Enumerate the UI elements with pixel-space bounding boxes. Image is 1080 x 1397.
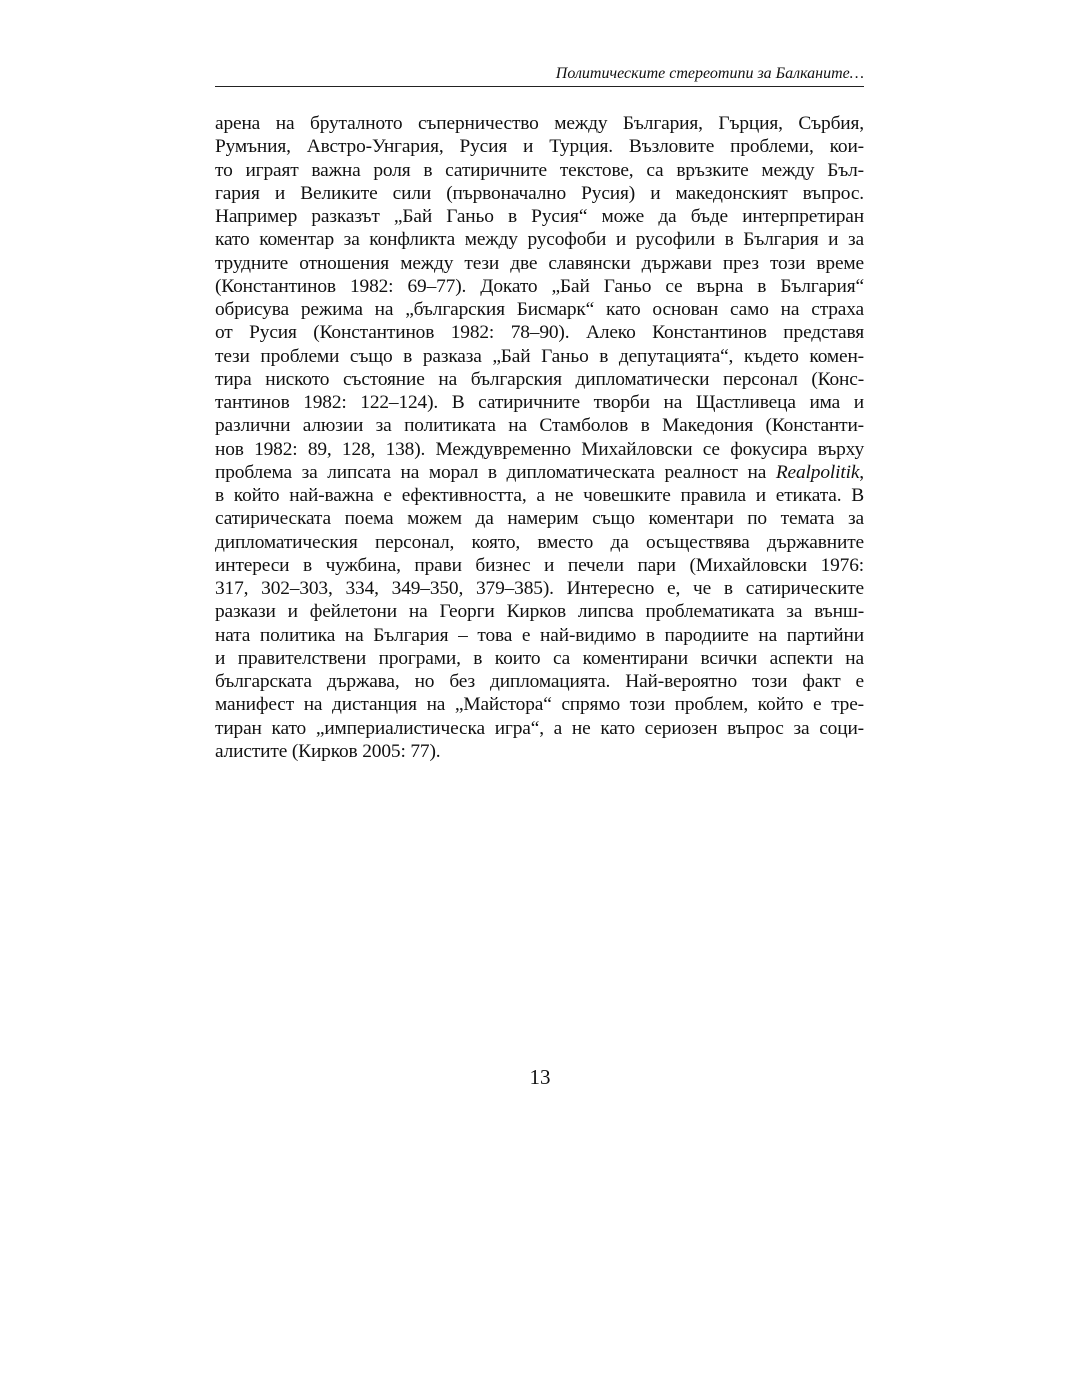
italic-term: Realpolitik: [775, 461, 860, 483]
text-line: и правителствени програми, в които са коментирани всички аспекти на: [215, 647, 864, 669]
text-line: обрисува режима на „българския Бисмарк“ като основан само на страха: [215, 299, 864, 320]
text-line-with-italic: [215, 461, 864, 484]
text-line: тези проблеми също в разказа „Бай Ганьо в депутацията“, където комен-: [215, 345, 864, 367]
text-line: (Константинов 1982: 69–77). Докато „Бай Ганьо се върна в България“: [215, 275, 864, 297]
text-line: гария и Великите сили (първоначално Русия) и македонският въпрос.: [215, 182, 864, 204]
text-line: то играят важна роля в сатиричните текстове, са връзките между Бъл-: [215, 159, 864, 181]
text-line: различни алюзии за политиката на Стамболов в Македония (Константи-: [215, 415, 864, 437]
text-line: Румъния, Австро-Унгария, Русия и Турция. Възловите проблеми, кои-: [215, 136, 864, 158]
text-line: тиран като „империалистическа игра“, а не като сериозен въпрос за соци-: [215, 717, 864, 739]
text-line: тира ниското състояние на българския дипломатически персонал (Конс-: [215, 368, 864, 390]
text-line: в който най-важна е ефективността, а не човешките правила и етиката. В: [215, 485, 864, 506]
text-segment: проблема за липсата на морал в дипломатическата реалност на: [215, 461, 776, 483]
text-line-last: алистите (Кирков 2005: 77).: [215, 740, 441, 762]
text-line: интереси в чужбина, прави бизнес и печели пари (Михайловски 1976:: [215, 554, 864, 576]
text-line: Например разказът „Бай Ганьо в Русия“ може да бъде интерпретиран: [215, 206, 864, 227]
text-line: разкази и фейлетони на Георги Кирков липсва проблематиката за външ-: [215, 601, 864, 623]
text-line: дипломатическия персонал, която, вместо да осъществява държавните: [215, 531, 864, 553]
text-line: тантинов 1982: 122–124). В сатиричните творби на Щастливеца има и: [215, 392, 864, 413]
running-header: [215, 62, 864, 87]
text-line: българската държава, но без дипломацията. Най-вероятно този факт е: [215, 671, 864, 692]
body-paragraph: [215, 112, 864, 763]
text-line: ната политика на България – това е най-видимо в пародиите на партийни: [215, 624, 864, 646]
text-line: арена на бруталното съперничество между България, Гърция, Сърбия,: [215, 113, 864, 134]
text-line: манифест на дистанция на „Майстора“ спрямо този проблем, който е тре-: [215, 694, 864, 716]
text-line: като коментар за конфликта между русофоби и русофили в България и за: [215, 229, 864, 251]
page-number: 13: [529, 1065, 551, 1089]
text-line: трудните отношения между тези две славянски държави през този време: [215, 252, 864, 274]
text-line: нов 1982: 89, 128, 138). Междувременно Михайловски се фокусира върху: [215, 438, 864, 460]
running-header-title: Политическите стереотипи за Балканите…: [555, 65, 864, 82]
text-segment: ,: [859, 461, 864, 483]
text-line: от Русия (Константинов 1982: 78–90). Алеко Константинов представя: [215, 322, 864, 344]
text-line: 317, 302–303, 334, 349–350, 379–385). Интересно е, че в сатирическите: [215, 578, 864, 599]
text-line: сатирическата поема можем да намерим също коментари по темата за: [215, 508, 864, 530]
